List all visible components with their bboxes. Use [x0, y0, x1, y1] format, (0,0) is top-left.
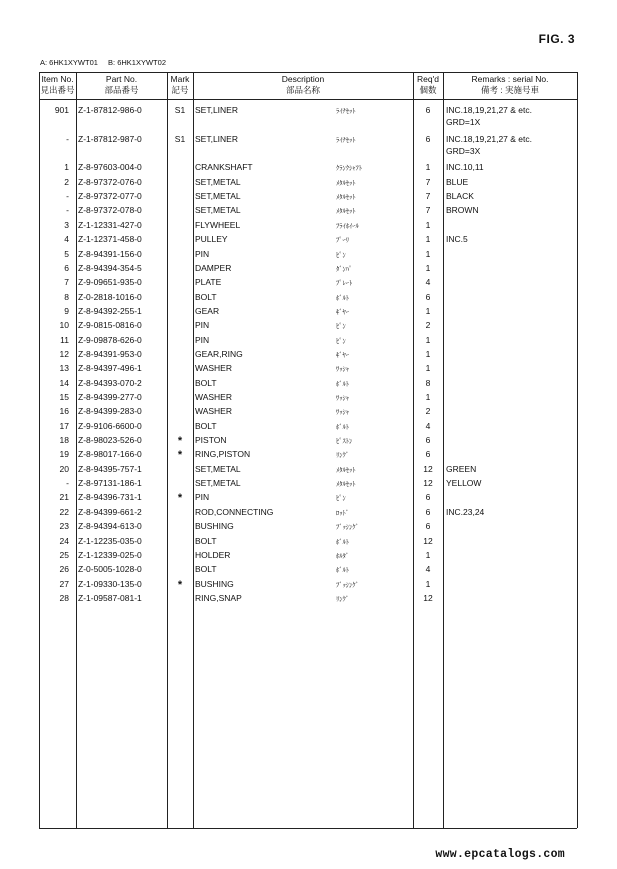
mark: *: [177, 449, 183, 462]
quantity: 2: [425, 320, 431, 331]
quantity: 1: [425, 234, 431, 245]
description-jp: ﾌﾞｯｼﾝｸﾞ: [336, 581, 359, 589]
part-no: Z-1-87812-987-0: [78, 133, 142, 144]
part-no: Z-8-97372-076-0: [78, 176, 142, 187]
quantity: 4: [425, 277, 431, 288]
part-no: Z-8-98017-166-0: [78, 449, 142, 460]
header-description: Description 部品名称: [281, 74, 325, 95]
table-row: [39, 349, 577, 363]
mark: S1: [174, 105, 186, 115]
description: WASHER: [195, 406, 232, 417]
quantity: 6: [425, 521, 431, 532]
description: PLATE: [195, 277, 222, 288]
table-row: [39, 579, 577, 593]
mark: *: [177, 578, 183, 591]
table-row: [39, 564, 577, 578]
table-row: [39, 492, 577, 506]
table-row: [39, 550, 577, 564]
description: PIN: [195, 334, 210, 345]
description-jp: ﾎﾞﾙﾄ: [336, 380, 349, 388]
quantity: 1: [425, 348, 431, 359]
description-jp: ﾎﾙﾀﾞ: [336, 552, 349, 560]
table-row: [39, 435, 577, 449]
model-b: B: 6HK1XYWT02: [108, 58, 166, 67]
table-row: [39, 507, 577, 521]
description: RING,SNAP: [195, 592, 242, 603]
figure-label: FIG. 3: [538, 32, 575, 46]
table-border-right: [577, 72, 578, 828]
description-jp: ﾛｯﾄﾞ: [336, 509, 349, 517]
item-no: 28: [59, 592, 69, 603]
quantity: 6: [425, 291, 431, 302]
item-no: -: [66, 133, 69, 144]
remarks: BLUE: [446, 176, 469, 187]
quantity: 6: [425, 133, 431, 144]
table-row: [39, 277, 577, 291]
quantity: 1: [425, 578, 431, 589]
part-no: Z-8-94391-953-0: [78, 348, 142, 359]
part-no: Z-8-94391-156-0: [78, 248, 142, 259]
description-jp: ﾒﾀﾙｾｯﾄ: [336, 179, 356, 187]
description-jp: ﾜｯｼｬ: [336, 395, 349, 402]
table-row: [39, 449, 577, 463]
item-no: 13: [59, 363, 69, 374]
remarks: GREEN: [446, 463, 477, 474]
description: WASHER: [195, 392, 232, 402]
part-no: Z-8-97372-077-0: [78, 191, 142, 202]
description: GEAR: [195, 305, 220, 316]
header-mark: Mark 記号: [170, 74, 190, 95]
item-no: 4: [64, 234, 69, 245]
quantity: 12: [423, 592, 433, 603]
remarks: YELLOW: [446, 478, 482, 489]
remarks: INC.23,24: [446, 506, 485, 517]
description-jp: ﾒﾀﾙｾｯﾄ: [336, 466, 356, 474]
quantity: 8: [425, 377, 431, 388]
part-no: Z-1-12235-035-0: [78, 535, 142, 546]
description-jp: ﾋﾟｽﾄﾝ: [336, 438, 353, 446]
remarks: INC.5: [446, 234, 468, 245]
table-row: [39, 133, 577, 156]
description: PULLEY: [195, 234, 228, 245]
parts-table-top-border: [39, 72, 577, 73]
item-no: -: [66, 205, 69, 216]
item-no: 23: [59, 521, 69, 532]
quantity: 1: [425, 162, 431, 173]
description: BOLT: [195, 377, 217, 388]
description-jp: ﾋﾟﾝ: [336, 495, 346, 503]
item-no: 14: [59, 377, 69, 388]
part-no: Z-1-12371-458-0: [78, 234, 142, 245]
item-no: 17: [59, 420, 69, 431]
part-no: Z-8-94394-613-0: [78, 521, 142, 532]
table-row: [39, 478, 577, 492]
quantity: 6: [425, 506, 431, 517]
description-jp: ﾒﾀﾙｾｯﾄ: [336, 208, 356, 216]
remarks-line-2: GRD=3X: [446, 145, 481, 156]
description: BOLT: [195, 420, 217, 431]
part-no: Z-1-12331-427-0: [78, 219, 142, 230]
description-jp: ﾎﾞﾙﾄ: [336, 567, 349, 575]
description: BOLT: [195, 564, 217, 575]
description: DAMPER: [195, 262, 232, 273]
quantity: 1: [425, 262, 431, 273]
description: SET,LINER: [195, 105, 238, 115]
description-jp: ﾌﾗｲﾎｲｰﾙ: [336, 222, 359, 230]
item-no: 20: [59, 463, 69, 474]
remarks-line-2: GRD=1X: [446, 117, 481, 127]
item-no: 901: [54, 105, 69, 115]
model-a: A: 6HK1XYWT01: [40, 58, 98, 67]
part-no: Z-8-94392-255-1: [78, 305, 142, 316]
quantity: 1: [425, 363, 431, 374]
part-no: Z-8-94399-283-0: [78, 406, 142, 417]
item-no: 19: [59, 449, 69, 460]
part-no: Z-0-5005-1028-0: [78, 564, 142, 575]
item-no: -: [66, 191, 69, 202]
part-no: Z-8-94399-277-0: [78, 392, 142, 402]
description-jp: ｸﾗﾝｸｼｬﾌﾄ: [336, 165, 362, 173]
quantity: 1: [425, 334, 431, 345]
description-jp: ﾜｯｼｬ: [336, 366, 349, 374]
description-jp: ｷﾞﾔｰ: [336, 308, 349, 316]
table-row: [39, 263, 577, 277]
description: RING,PISTON: [195, 449, 251, 460]
quantity: 7: [425, 176, 431, 187]
table-row: [39, 162, 577, 176]
remarks: INC.18,19,21,27 & etc.: [446, 133, 532, 144]
description-jp: ﾘﾝｸﾞ: [336, 452, 349, 460]
table-row: [39, 392, 577, 406]
item-no: -: [66, 478, 69, 489]
table-row: [39, 177, 577, 191]
item-no: 18: [59, 435, 69, 446]
quantity: 12: [423, 535, 433, 546]
footer-url: www.epcatalogs.com: [435, 848, 565, 861]
part-no: Z-8-94394-354-5: [78, 262, 142, 273]
table-row: [39, 292, 577, 306]
quantity: 6: [425, 435, 431, 446]
part-no: Z-9-9106-6600-0: [78, 420, 142, 431]
part-no: Z-9-09878-626-0: [78, 334, 142, 345]
table-row: [39, 191, 577, 205]
description-jp: ﾎﾞﾙﾄ: [336, 538, 349, 546]
description: ROD,CONNECTING: [195, 506, 274, 517]
table-row: [39, 421, 577, 435]
item-no: 27: [59, 578, 69, 589]
description-jp: ﾌﾟﾚｰﾄ: [336, 280, 353, 288]
quantity: 12: [423, 463, 433, 474]
item-no: 1: [64, 162, 69, 173]
quantity: 2: [425, 406, 431, 417]
table-row: [39, 320, 577, 334]
remarks: INC.10,11: [446, 162, 484, 173]
table-row: [39, 306, 577, 320]
table-row: [39, 536, 577, 550]
part-no: Z-8-94399-661-2: [78, 506, 142, 517]
quantity: 7: [425, 205, 431, 216]
description: SET,LINER: [195, 133, 238, 144]
item-no: 10: [59, 320, 69, 331]
description: SET,METAL: [195, 191, 241, 202]
quantity: 6: [425, 105, 431, 115]
table-row: [39, 593, 577, 607]
part-no: Z-8-94395-757-1: [78, 463, 142, 474]
description-jp: ﾋﾟﾝ: [336, 251, 346, 259]
description: GEAR,RING: [195, 348, 243, 359]
description: BUSHING: [195, 521, 234, 532]
item-no: 12: [59, 348, 69, 359]
description: SET,METAL: [195, 176, 241, 187]
header-item-no: Item No. 見出番号: [40, 74, 75, 95]
quantity: 6: [425, 492, 431, 503]
item-no: 24: [59, 535, 69, 546]
quantity: 1: [425, 305, 431, 316]
remarks: INC.18,19,21,27 & etc.: [446, 105, 532, 115]
table-row: [39, 105, 577, 127]
description: SET,METAL: [195, 478, 241, 489]
table-row: [39, 363, 577, 377]
header-part-no: Part No. 部品番号: [104, 74, 139, 95]
table-row: [39, 249, 577, 263]
part-no: Z-0-2818-1016-0: [78, 291, 142, 302]
item-no: 5: [64, 248, 69, 259]
remarks: BROWN: [446, 205, 479, 216]
quantity: 1: [425, 219, 431, 230]
quantity: 4: [425, 564, 431, 575]
item-no: 8: [64, 291, 69, 302]
item-no: 6: [64, 262, 69, 273]
description-jp: ﾀﾞﾝﾊﾟ: [336, 265, 353, 273]
part-no: Z-1-87812-986-0: [78, 105, 142, 115]
description: WASHER: [195, 363, 232, 374]
part-no: Z-1-09330-135-0: [78, 578, 142, 589]
table-row: [39, 234, 577, 248]
description: PISTON: [195, 435, 227, 446]
description: PIN: [195, 248, 210, 259]
description: FLYWHEEL: [195, 219, 241, 230]
header-reqd: Req'd 個数: [417, 74, 439, 95]
part-no: Z-9-0815-0816-0: [78, 320, 142, 331]
description-jp: ﾋﾟﾝ: [336, 337, 346, 345]
description-jp: ﾎﾞﾙﾄ: [336, 423, 349, 431]
mark: *: [177, 492, 183, 505]
quantity: 1: [425, 392, 431, 402]
header-divider: [39, 99, 577, 100]
item-no: 16: [59, 406, 69, 417]
part-no: Z-8-94397-496-1: [78, 363, 142, 374]
item-no: 11: [60, 334, 69, 345]
item-no: 3: [64, 219, 69, 230]
item-no: 21: [59, 492, 69, 503]
description: BUSHING: [195, 578, 234, 589]
item-no: 25: [59, 549, 69, 560]
table-bottom-border: [39, 828, 577, 829]
description-jp: ﾒﾀﾙｾｯﾄ: [336, 481, 356, 489]
description: SET,METAL: [195, 463, 241, 474]
part-no: Z-8-94396-731-1: [78, 492, 142, 503]
item-no: 2: [64, 176, 69, 187]
item-no: 22: [59, 506, 69, 517]
item-no: 9: [64, 305, 69, 316]
description: BOLT: [195, 535, 217, 546]
description: SET,METAL: [195, 205, 241, 216]
description: PIN: [195, 492, 210, 503]
table-row: [39, 335, 577, 349]
part-no: Z-8-97372-078-0: [78, 205, 142, 216]
model-codes: [40, 58, 174, 67]
mark: S1: [174, 133, 186, 144]
item-no: 15: [59, 392, 69, 402]
description-jp: ﾒﾀﾙｾｯﾄ: [336, 194, 356, 202]
table-row: [39, 378, 577, 392]
item-no: 26: [59, 564, 69, 575]
description: CRANKSHAFT: [195, 162, 253, 173]
description: BOLT: [195, 291, 217, 302]
quantity: 7: [425, 191, 431, 202]
part-no: Z-8-97131-186-1: [78, 478, 142, 489]
quantity: 4: [425, 420, 431, 431]
description-jp: ｷﾞﾔｰ: [336, 351, 349, 359]
part-no: Z-9-09651-935-0: [78, 277, 142, 288]
description-jp: ﾌﾞｯｼﾝｸﾞ: [336, 524, 359, 532]
quantity: 1: [425, 248, 431, 259]
table-row: [39, 220, 577, 234]
description-jp: ﾋﾟﾝ: [336, 323, 346, 331]
description-jp: ﾎﾞﾙﾄ: [336, 294, 349, 302]
header-remarks: Remarks : serial No. 備考 : 実施号車: [471, 74, 549, 95]
quantity: 12: [423, 478, 433, 489]
table-row: [39, 464, 577, 478]
part-no: Z-1-12339-025-0: [78, 549, 142, 560]
item-no: 7: [64, 277, 69, 288]
mark: *: [177, 435, 183, 448]
quantity: 1: [425, 549, 431, 560]
description: PIN: [195, 320, 210, 331]
quantity: 6: [425, 449, 431, 460]
part-no: Z-8-97603-004-0: [78, 162, 142, 173]
description-jp: ﾌﾟｰﾘ: [336, 237, 349, 245]
table-row: [39, 521, 577, 535]
table-row: [39, 406, 577, 420]
description-jp: ﾘﾝｸﾞ: [336, 595, 349, 603]
table-row: [39, 205, 577, 219]
part-no: Z-1-09587-081-1: [78, 592, 142, 603]
part-no: Z-8-98023-526-0: [78, 435, 142, 446]
remarks: BLACK: [446, 191, 474, 202]
description-jp: ﾗｲﾅｾｯﾄ: [336, 136, 356, 144]
description-jp: ﾜｯｼｬ: [336, 409, 349, 417]
description: HOLDER: [195, 549, 231, 560]
part-no: Z-8-94393-070-2: [78, 377, 142, 388]
description-jp: ﾗｲﾅｾｯﾄ: [336, 108, 356, 115]
